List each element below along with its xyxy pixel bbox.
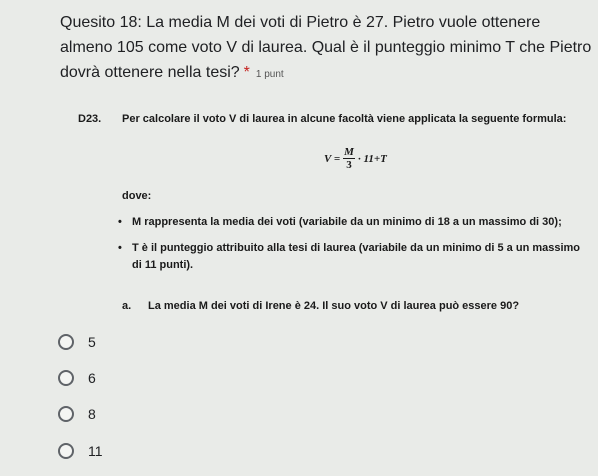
bullet-dot-icon: • xyxy=(118,216,122,228)
formula-rhs: · 11+T xyxy=(357,152,387,165)
grade-formula xyxy=(324,146,387,171)
radio-button[interactable] xyxy=(58,334,74,350)
option-label: 6 xyxy=(88,370,96,386)
option-label: 11 xyxy=(88,443,103,459)
subquestion-text: La media M dei voti di Irene è 24. Il suo voto V di laurea può essere 90? xyxy=(148,300,520,312)
formula-numerator: M xyxy=(344,146,354,158)
points-label: 1 punt xyxy=(255,69,284,80)
radio-button[interactable] xyxy=(58,443,74,459)
subquestion-label: a. xyxy=(122,300,132,312)
radio-button[interactable] xyxy=(58,406,74,422)
option-11[interactable] xyxy=(58,443,103,459)
question-text: Quesito 18: La media M dei voti di Pietro è 27. Pietro vuole ottenere almeno 105 come voto V di laurea. Qual è il punteggio minimo T che Pietro dovrà ottenere nella tesi? xyxy=(60,14,592,81)
bullet-text: M rappresenta la media dei voti (variabile da un minimo di 18 a un massimo di 30); xyxy=(132,216,562,228)
option-label: 8 xyxy=(88,406,96,422)
bullet-text: T è il punteggio attribuito alla tesi di laurea (variabile da un minimo di 5 a un massimo di 11 punti). xyxy=(132,242,581,271)
bullet-item xyxy=(118,214,588,231)
option-label: 5 xyxy=(88,334,96,350)
subquestion xyxy=(122,300,519,312)
option-8[interactable] xyxy=(58,406,96,422)
option-6[interactable] xyxy=(58,370,96,386)
bullet-dot-icon: • xyxy=(118,242,122,254)
where-label: dove: xyxy=(122,190,152,202)
required-asterisk: * xyxy=(243,64,250,81)
exercise-code: D23. xyxy=(78,113,102,125)
formula-lhs: V = xyxy=(324,152,341,165)
radio-button[interactable] xyxy=(58,370,74,386)
formula-denominator: 3 xyxy=(346,159,352,171)
exercise-intro: Per calcolare il voto V di laurea in alcune facoltà viene applicata la seguente formula: xyxy=(122,113,567,125)
bullet-item xyxy=(118,240,588,274)
option-5[interactable] xyxy=(58,334,96,350)
formula-fraction xyxy=(343,146,355,171)
